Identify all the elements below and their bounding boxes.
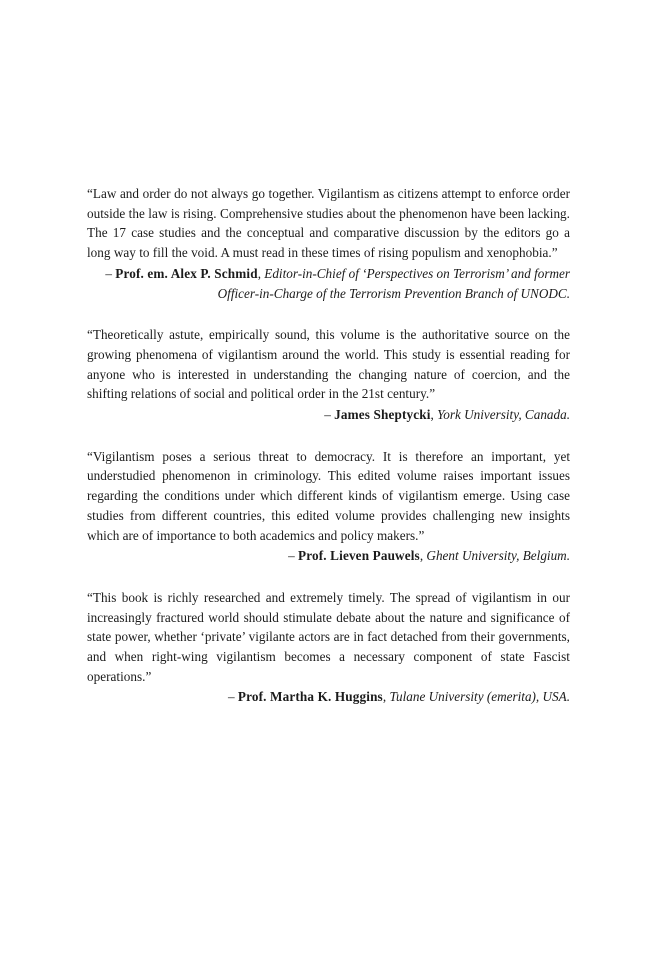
endorsement-attribution <box>87 546 570 566</box>
attribution-separator: , <box>382 689 387 705</box>
attribution-name: Prof. Martha K. Huggins <box>237 689 383 705</box>
endorsement-block <box>87 325 570 425</box>
attribution-affiliation: Tulane University (emerita), USA. <box>389 689 570 705</box>
attribution-name: James Sheptycki <box>334 407 431 423</box>
attribution-name: Prof. em. Alex P. Schmid <box>115 265 258 281</box>
attribution-affiliation: York University, Canada. <box>437 407 570 423</box>
attribution-dash: – <box>324 407 331 423</box>
endorsement-quote: “Law and order do not always go together. Vigilantism as citizens attempt to enforce order outside the law is rising. Comprehensive studies about the phenomenon have been lacking. The 17 case studies and the conceptual and comparative discussion by the editors go a long way to fill the void. A must read in these times of rising populism and xenophobia.” <box>87 186 570 261</box>
endorsement-quote: “Theoretically astute, empirically sound, this volume is the authoritative source on the growing phenomena of vigilantism around the world. This study is essential reading for anyone who is interested in understanding the changing nature of coercion, and the shifting relations of social and political order in the 21st century.” <box>87 327 570 402</box>
attribution-separator: , <box>257 265 261 281</box>
endorsement-quote: “This book is richly researched and extremely timely. The spread of vigilantism in our increasingly fractured world should stimulate debate about the nature and significance of state power, whether ‘private’ vigilante actors are in fact detached from their governments, and when right-wing vigilantism becomes a necessary component of state Fascist operations.” <box>87 589 570 684</box>
attribution-affiliation: Editor-in-Chief of ‘Perspectives on Terrorism’ and former Officer-in-Charge of the Terrorism Prevention Branch of UNODC. <box>217 265 570 301</box>
attribution-dash: – <box>288 548 295 564</box>
endorsement-block <box>87 588 570 707</box>
attribution-dash: – <box>105 265 112 281</box>
attribution-affiliation: Ghent University, Belgium. <box>426 548 570 564</box>
endorsement-quote: “Vigilantism poses a serious threat to democracy. It is therefore an important, yet understudied phenomenon in criminology. This edited volume raises important issues regarding the conditions under which different kinds of vigilantism emerge. Using case studies from different countries, this edited volume provides challenging new insights which are of importance to both academics and policy makers.” <box>87 448 570 543</box>
endorsement-attribution <box>87 687 570 707</box>
attribution-separator: , <box>430 407 434 423</box>
attribution-dash: – <box>227 689 235 705</box>
endorsement-block <box>87 447 570 566</box>
endorsement-attribution <box>87 405 570 425</box>
endorsement-attribution <box>87 264 570 303</box>
attribution-name: Prof. Lieven Pauwels <box>298 548 420 564</box>
praise-content <box>87 184 570 707</box>
attribution-separator: , <box>419 548 424 564</box>
endorsement-block <box>87 184 570 303</box>
